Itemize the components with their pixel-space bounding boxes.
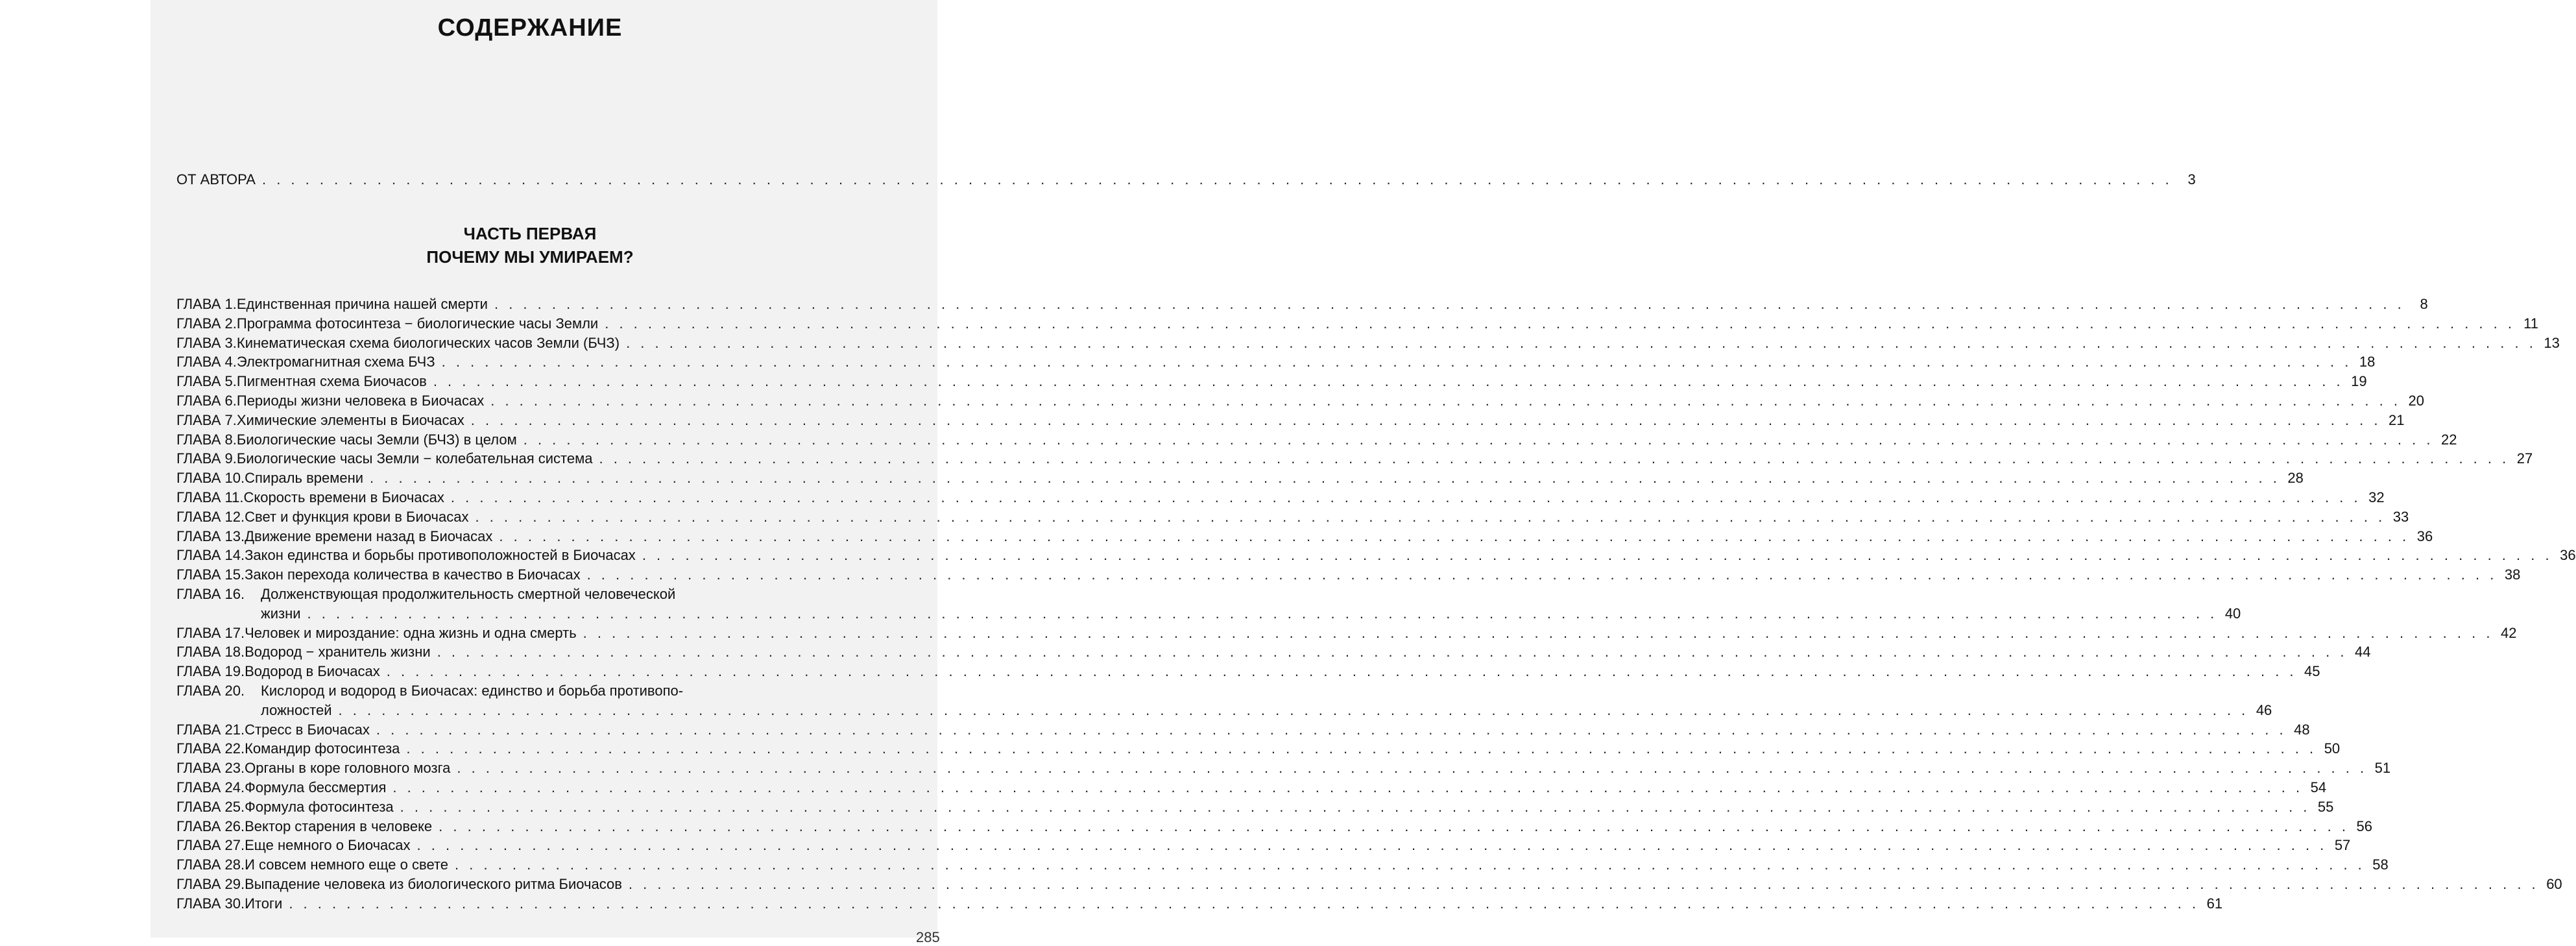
toc-page-number: 51 (2374, 760, 2391, 777)
chapter-number: ГЛАВА 24. (176, 779, 245, 795)
toc-entry[interactable] (176, 468, 2304, 488)
page-title: СОДЕРЖАНИЕ (437, 14, 623, 42)
toc-entry[interactable] (176, 681, 937, 701)
leader-dots (376, 720, 2287, 740)
leader-dots (494, 295, 2405, 314)
toc-entry[interactable] (176, 894, 2223, 914)
toc-page-number: 27 (2516, 450, 2533, 467)
toc-page-number: 61 (2206, 895, 2223, 912)
toc-page-number: 18 (2359, 354, 2376, 370)
chapter-title: Биологические часы Земли − колебательная система (236, 450, 593, 467)
toc-page-number: 42 (2500, 624, 2517, 641)
leader-dots (626, 334, 2536, 353)
leader-dots (417, 836, 2328, 855)
leader-dots (499, 527, 2409, 546)
leader-dots (629, 875, 2539, 894)
leader-dots (262, 171, 2173, 188)
toc-list (176, 295, 2576, 914)
toc-entry[interactable] (176, 411, 2405, 430)
chapter-number: ГЛАВА 18. (176, 644, 245, 661)
chapter-title: Кинематическая схема биологических часов Земли (БЧЗ) (236, 334, 620, 351)
chapter-title: Стресс в Биочасах (245, 721, 370, 738)
leader-dots (406, 739, 2317, 758)
chapter-title: Водород в Биочасах (245, 663, 380, 680)
toc-entry[interactable] (176, 624, 2517, 643)
chapter-number: ГЛАВА 14. (176, 547, 245, 564)
toc-page-number: 11 (2523, 315, 2538, 332)
leader-dots (524, 430, 2434, 450)
chapter-number: ГЛАВА 25. (176, 798, 245, 815)
toc-entry[interactable] (176, 836, 2351, 855)
toc-entry[interactable] (176, 739, 2341, 758)
toc-page-number: 48 (2294, 721, 2310, 738)
toc-page-number: 54 (2310, 779, 2327, 795)
chapter-number: ГЛАВА 16. (176, 585, 245, 602)
leader-dots (475, 507, 2385, 527)
toc-entry[interactable] (176, 372, 2367, 391)
toc-page-number: 50 (2324, 740, 2341, 757)
toc-page-number: 8 (2420, 296, 2428, 312)
chapter-title: Органы в коре головного мозга (245, 760, 451, 777)
toc-page-number: 45 (2304, 663, 2320, 680)
toc-entry-author[interactable] (176, 171, 2196, 192)
toc-page-number: 40 (2224, 605, 2241, 622)
chapter-title: Единственная причина нашей смерти (236, 296, 488, 312)
toc-entry[interactable] (176, 642, 2371, 662)
toc-page-number: 46 (2256, 701, 2272, 718)
leader-dots (437, 642, 2348, 662)
leader-dots (339, 701, 2249, 720)
chapter-title: Долженствующая продолжительность смертной человеческой (261, 585, 676, 602)
chapter-number: ГЛАВА 20. (176, 682, 245, 699)
toc-page-number: 28 (2287, 470, 2304, 487)
part-number: ЧАСТЬ ПЕРВАЯ (463, 224, 597, 243)
chapter-number: ГЛАВА 6. (176, 392, 237, 409)
chapter-title: И совсем немного еще о свете (245, 856, 449, 873)
chapter-title: Еще немного о Биочасах (245, 837, 411, 854)
chapter-title: Закон единства и борьбы противоположностей в Биочасах (245, 547, 636, 564)
toc-entry[interactable] (176, 430, 2457, 450)
toc-entry-continuation[interactable] (176, 701, 2272, 720)
chapter-title: Электромагнитная схема БЧЗ (236, 354, 435, 370)
chapter-title: Закон перехода количества в качество в Биочасах (245, 566, 581, 583)
chapter-title: Кислород и водород в Биочасах: единство и борьба противопо- (261, 682, 684, 699)
chapter-number: ГЛАВА 30. (176, 895, 245, 912)
chapter-number: ГЛАВА 11. (176, 489, 244, 505)
chapter-title: Формула фотосинтеза (245, 798, 394, 815)
toc-entry[interactable] (176, 565, 2521, 585)
leader-dots (400, 797, 2311, 817)
chapter-number: ГЛАВА 2. (176, 315, 237, 332)
leader-dots (442, 352, 2352, 372)
toc-entry[interactable] (176, 295, 2428, 314)
chapter-number: ГЛАВА 10. (176, 470, 245, 487)
chapter-number: ГЛАВА 3. (176, 334, 237, 351)
toc-page-number: 20 (2408, 392, 2424, 409)
toc-entry[interactable] (176, 488, 2385, 507)
chapter-title: Спираль времени (245, 470, 364, 487)
toc-page-number: 57 (2334, 837, 2351, 854)
toc-entry[interactable] (176, 797, 2334, 817)
leader-dots (457, 758, 2367, 778)
toc-entry[interactable] (176, 817, 2372, 836)
leader-dots (605, 314, 2515, 334)
toc-page-number: 36 (2416, 528, 2433, 544)
toc-entry[interactable] (176, 334, 2560, 353)
leader-dots (307, 604, 2218, 624)
chapter-title: Скорость времени в Биочасах (243, 489, 444, 505)
toc-page-number: 44 (2354, 644, 2371, 661)
toc-entry[interactable] (176, 875, 2562, 894)
toc-page-number: 19 (2351, 373, 2367, 390)
leader-dots (451, 488, 2361, 507)
chapter-number: ГЛАВА 12. (176, 508, 245, 525)
toc-page-number: 32 (2368, 489, 2385, 505)
chapter-number: ГЛАВА 15. (176, 566, 245, 583)
part-title: ПОЧЕМУ МЫ УМИРАЕМ? (426, 247, 634, 267)
chapter-title: Итоги (245, 895, 283, 912)
toc-entry[interactable] (176, 546, 2576, 565)
leader-dots (471, 411, 2381, 430)
leader-dots (433, 372, 2344, 391)
toc-page-number: 58 (2372, 856, 2389, 873)
toc-entry[interactable] (176, 352, 2376, 372)
toc-page-number: 36 (2560, 547, 2576, 564)
toc-entry[interactable] (176, 855, 2389, 875)
chapter-number: ГЛАВА 1. (176, 296, 237, 312)
chapter-title-continuation: жизни (261, 605, 301, 622)
leader-dots (387, 662, 2297, 681)
chapter-title: Выпадение человека из биологического ритма Биочасов (245, 875, 622, 892)
chapter-number: ГЛАВА 4. (176, 354, 237, 370)
leader-dots (392, 778, 2303, 797)
toc-page-number: 3 (2187, 171, 2196, 188)
leader-dots (490, 391, 2401, 411)
chapter-title: Командир фотосинтеза (245, 740, 400, 757)
leader-dots (642, 546, 2553, 565)
leader-dots (599, 449, 2509, 468)
toc-entry-continuation[interactable] (176, 604, 2241, 624)
toc-entry[interactable] (176, 314, 2538, 334)
toc-entry[interactable] (176, 391, 2424, 411)
chapter-number: ГЛАВА 9. (176, 450, 237, 467)
toc-entry[interactable] (176, 720, 2310, 740)
page-folio: 285 (916, 929, 940, 945)
chapter-number: ГЛАВА 28. (176, 856, 245, 873)
chapter-title: Периоды жизни человека в Биочасах (236, 392, 485, 409)
toc-entry[interactable] (176, 778, 2327, 797)
chapter-title: Химические элементы в Биочасах (236, 411, 464, 428)
chapter-title-continuation: ложностей (261, 701, 332, 718)
part-heading (176, 222, 884, 269)
toc-page-number: 55 (2317, 798, 2334, 815)
contents-page (176, 0, 2576, 945)
leader-dots (370, 468, 2280, 488)
chapter-number: ГЛАВА 27. (176, 837, 245, 854)
leader-dots (455, 855, 2365, 875)
toc-entry[interactable] (176, 527, 2433, 546)
chapter-title: Свет и функция крови в Биочасах (245, 508, 469, 525)
chapter-number: ГЛАВА 23. (176, 760, 245, 777)
leader-dots (583, 624, 2494, 643)
chapter-title: Пигментная схема Биочасов (236, 373, 427, 390)
toc-entry[interactable] (176, 662, 2320, 681)
leader-dots (587, 565, 2498, 585)
chapter-number: ГЛАВА 29. (176, 875, 245, 892)
chapter-number: ГЛАВА 17. (176, 624, 245, 641)
toc-page-number: 22 (2441, 431, 2457, 448)
toc-entry-label: ОТ АВТОРА (176, 171, 256, 188)
toc-entry[interactable] (176, 449, 2533, 468)
chapter-number: ГЛАВА 5. (176, 373, 237, 390)
toc-page-number: 38 (2504, 566, 2521, 583)
chapter-number: ГЛАВА 21. (176, 721, 245, 738)
chapter-number: ГЛАВА 22. (176, 740, 245, 757)
leader-dots (289, 894, 2199, 914)
toc-page-number: 13 (2544, 334, 2560, 351)
leader-dots (439, 817, 2349, 836)
toc-entry[interactable] (176, 585, 937, 604)
toc-page-number: 60 (2546, 875, 2562, 892)
chapter-number: ГЛАВА 7. (176, 411, 237, 428)
chapter-number: ГЛАВА 19. (176, 663, 245, 680)
toc-entry[interactable] (176, 507, 2409, 527)
toc-page-number: 33 (2392, 508, 2409, 525)
chapter-title: Формула бессмертия (245, 779, 387, 795)
chapter-number: ГЛАВА 13. (176, 528, 245, 544)
chapter-title: Вектор старения в человеке (245, 818, 433, 834)
chapter-title: Биологические часы Земли (БЧЗ) в целом (236, 431, 517, 448)
chapter-number: ГЛАВА 8. (176, 431, 237, 448)
toc-page-number: 56 (2356, 818, 2372, 834)
chapter-title: Водород − хранитель жизни (245, 644, 431, 661)
toc-page-number: 21 (2389, 411, 2405, 428)
toc-entry[interactable] (176, 758, 2391, 778)
chapter-number: ГЛАВА 26. (176, 818, 245, 834)
chapter-title: Человек и мироздание: одна жизнь и одна смерть (245, 624, 577, 641)
chapter-title: Программа фотосинтеза − биологические часы Земли (236, 315, 599, 332)
chapter-title: Движение времени назад в Биочасах (245, 528, 493, 544)
